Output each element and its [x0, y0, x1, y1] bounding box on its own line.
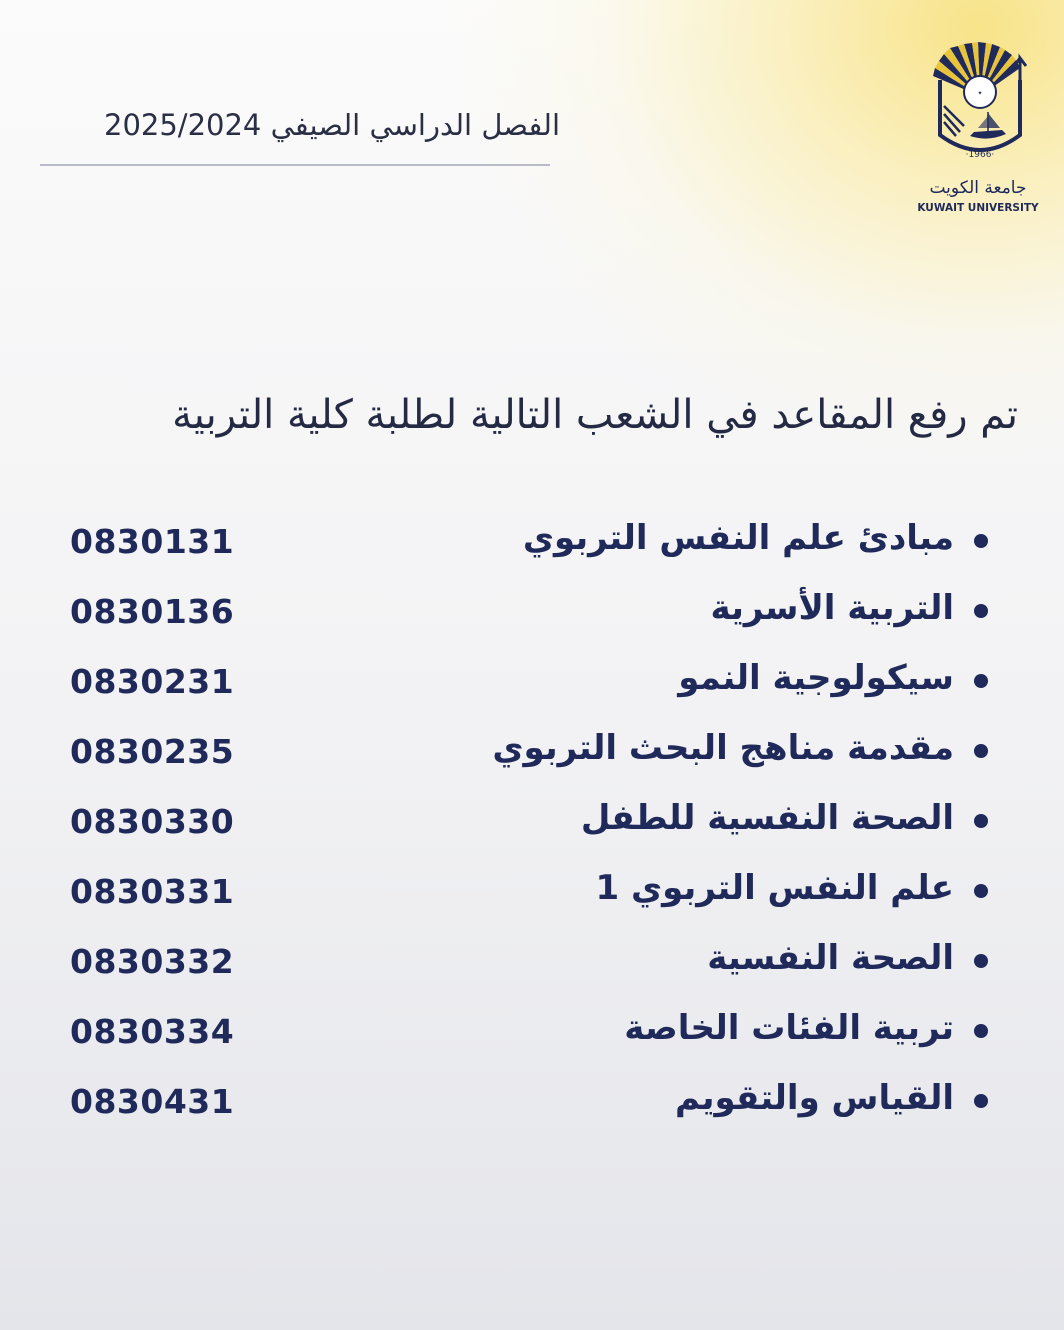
bullet-icon [974, 674, 988, 688]
bullet-icon [974, 954, 988, 968]
course-code: 0830231 [70, 662, 235, 701]
course-name: الصحة النفسية [707, 938, 954, 978]
course-code: 0830431 [70, 1082, 235, 1121]
bullet-icon [974, 534, 988, 548]
logo-year: ·1966· [965, 150, 995, 160]
bullet-icon [974, 884, 988, 898]
list-item [0, 722, 1064, 792]
course-name: تربية الفئات الخاصة [624, 1008, 954, 1048]
bullet-icon [974, 604, 988, 618]
course-code: 0830334 [70, 1012, 235, 1051]
course-code: 0830330 [70, 802, 235, 841]
course-name: الصحة النفسية للطفل [580, 798, 954, 838]
list-item [0, 932, 1064, 1002]
course-name: علم النفس التربوي 1 [595, 868, 954, 908]
list-item [0, 792, 1064, 862]
university-name-english: KUWAIT UNIVERSITY [917, 202, 1039, 214]
svg-text:✦: ✦ [977, 90, 983, 97]
course-name: مبادئ علم النفس التربوي [522, 518, 954, 558]
university-logo [920, 40, 1040, 170]
bullet-icon [974, 1094, 988, 1108]
course-list [0, 512, 1064, 1142]
list-item [0, 862, 1064, 932]
course-name: التربية الأسرية [710, 588, 954, 628]
course-code: 0830131 [70, 522, 235, 561]
list-item [0, 1002, 1064, 1072]
course-code: 0830136 [70, 592, 235, 631]
bullet-icon [974, 814, 988, 828]
course-name: القياس والتقويم [675, 1078, 954, 1118]
university-name-arabic: جامعة الكويت [929, 178, 1027, 198]
course-name: سيكولوجية النمو [678, 658, 954, 698]
list-item [0, 652, 1064, 722]
course-code: 0830235 [70, 732, 235, 771]
bullet-icon [974, 1024, 988, 1038]
list-item [0, 1072, 1064, 1142]
course-code: 0830332 [70, 942, 235, 981]
list-item [0, 582, 1064, 652]
course-code: 0830331 [70, 872, 235, 911]
semester-title: الفصل الدراسي الصيفي 2025/2024 [104, 108, 560, 142]
kuwait-university-emblem-icon [930, 40, 1030, 170]
bullet-icon [974, 744, 988, 758]
course-name: مقدمة مناهج البحث التربوي [492, 728, 954, 768]
header-divider [40, 164, 550, 166]
list-item [0, 512, 1064, 582]
announcement-headline: تم رفع المقاعد في الشعب التالية لطلبة كلية التربية [172, 392, 1018, 438]
